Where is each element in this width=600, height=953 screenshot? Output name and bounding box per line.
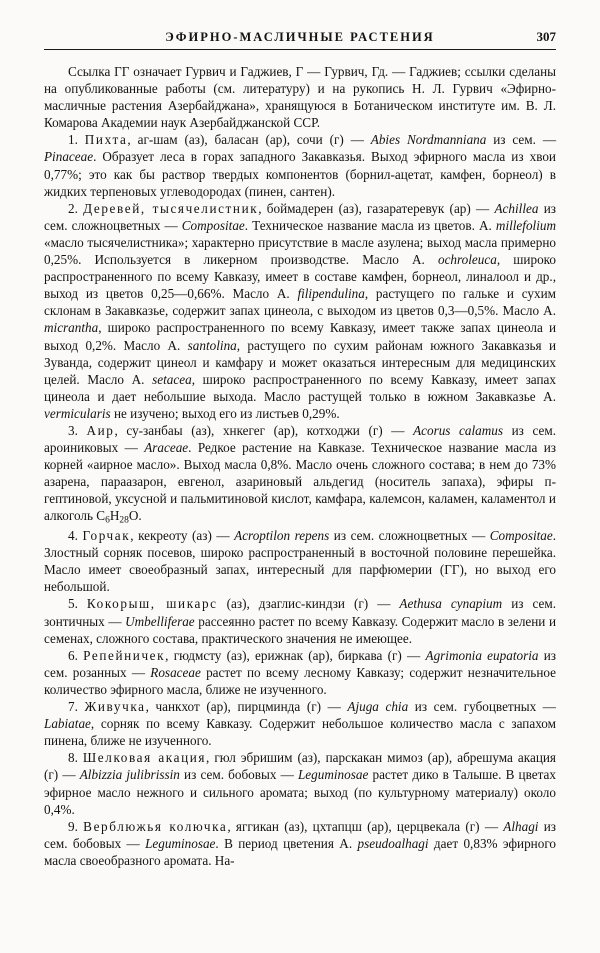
text-run: , сорняк по всему Кавказу. Содержит небольшое количество масла с запахом пинена, ближе не изученного.: [44, 716, 556, 749]
page-number: 307: [536, 29, 556, 44]
text-run: . Техническое название масла из цветов. A.: [244, 217, 496, 233]
text-run: 5.: [68, 596, 87, 612]
latin-name: Alhagi: [503, 818, 539, 834]
entry-name: Деревей, тысячелистник: [83, 200, 259, 216]
text-run: 4.: [68, 528, 83, 544]
latin-name: Aethusa cynapium: [399, 596, 503, 612]
latin-name: Labiatae: [44, 716, 91, 732]
entry-name: Кокорыш, шикарс: [86, 596, 218, 612]
latin-name: santolina: [187, 337, 237, 353]
latin-name: ochroleuca: [437, 252, 497, 268]
text-run: O.: [128, 508, 142, 524]
text-run: из сем. сложноцветных —: [44, 200, 556, 233]
latin-name: Compositae: [489, 528, 553, 544]
text-run: 7.: [68, 699, 85, 715]
text-run: из сем. губоцветных —: [408, 699, 556, 715]
text-run: , растущего по гальке и сухим склонам в Закавказье, содержит запах цинеола, с выходом из цветов 0,3—0,5%. Масло A.: [44, 286, 556, 319]
text-run: 1.: [68, 132, 85, 148]
text-run: не изучено; выход его из листьев 0,29%.: [110, 405, 340, 421]
paragraph: [44, 818, 556, 869]
latin-name: Abies Nordmanniana: [370, 132, 487, 148]
latin-name: Araceae: [144, 440, 189, 456]
paragraph: [44, 131, 556, 199]
text-run: 6.: [68, 647, 84, 663]
formula-subscript: 28: [119, 515, 129, 526]
text-run: , кекреоту (аз) —: [130, 528, 235, 544]
paragraph: [44, 698, 556, 749]
text-run: 3.: [68, 422, 87, 438]
latin-name: Compositae: [181, 217, 245, 233]
header-rule: [44, 49, 556, 50]
latin-name: Leguminosae: [297, 767, 369, 783]
text-run: 8.: [68, 750, 83, 766]
text-run: , гюл эбришим (аз), парскакан мимоз (ар), абрешума акация (г) —: [44, 750, 557, 783]
entry-name: Шелковая акация: [82, 750, 207, 766]
body-text: [44, 63, 556, 869]
latin-name: Rosaceae: [150, 664, 201, 680]
text-run: (аз), дзаглис-киндзи (г) —: [217, 596, 400, 612]
formula-subscript: 6: [105, 515, 110, 526]
paragraph: [44, 63, 556, 131]
text-run: H: [109, 508, 120, 524]
text-run: растет дико в Талыше. В цветах эфирное масло нежного и сильного аромата; выход (по культурному материалу) около 0,4%.: [44, 767, 556, 817]
latin-name: Pinaceae: [44, 149, 94, 165]
text-run: , растущего по сухим районам южного Закавказья и Зуванда, содержит цинеол и камфару и может оказаться интересным для медицинских целей. Масло A.: [44, 337, 557, 387]
text-run: из сем. —: [486, 132, 557, 148]
text-run: из сем. бобовых —: [179, 767, 298, 783]
text-run: , чанкхот (ар), пирцминда (г) —: [145, 699, 348, 715]
text-run: , широко распространенного по всему Кавказу, имеет в составе камфен, борнеол, линалоол и др., выход из цветов 0,25—0,66%. Масло A.: [44, 252, 556, 302]
page-header: [44, 30, 556, 45]
paragraph: [44, 527, 556, 595]
text-run: , су-занбаы (аз), хнкегег (ар), котходжи (г) —: [114, 422, 414, 438]
latin-name: Albizzia julibrissin: [79, 767, 180, 783]
text-run: . Редкое растение на Кавказе. Техническое название масла из корней «аирное масло». Выход масла 0,8%. Масло очень сложного состава; в нем до 73% азарена, параазарон, евгенол, азариновый альдегид (носитель запаха), эфиры п-гептиновой, уксусной и пальмитиновой кислот, камфара, калемсон, каламен, каламентол и алкоголь C: [44, 440, 556, 524]
text-run: , яггикан (аз), цхтапцш (ар), церцвекала (г) —: [227, 818, 504, 834]
entry-name: Верблюжья колючка: [83, 818, 228, 834]
paragraph: [44, 647, 556, 698]
text-run: дает 0,83% эфирного масла своеобразного аромата. На-: [44, 835, 556, 868]
text-run: . В период цветения A.: [215, 835, 358, 851]
entry-name: Пихта: [84, 132, 128, 148]
running-title: ЭФИРНО-МАСЛИЧНЫЕ РАСТЕНИЯ: [165, 30, 435, 44]
entry-name: Репейничек: [83, 647, 166, 663]
paragraph: [44, 200, 556, 422]
text-run: . Злостный сорняк посевов, широко распространенный в восточной половине перешейка. Масло имеет своеобразный запах, интересный для парфюмерии (ГГ), но выход его небольшой.: [44, 528, 557, 595]
latin-name: Agrimonia eupatoria: [425, 647, 539, 663]
entry-name: Аир: [86, 422, 115, 438]
entry-name: Горчак: [82, 528, 131, 544]
latin-name: Acroptilon repens: [234, 528, 330, 544]
text-run: растет по всему лесному Кавказу; содержит незначительное количество эфирного масла, ближе не изученного.: [44, 664, 556, 697]
latin-name: Achillea: [494, 200, 539, 216]
entry-name: Живучка: [84, 699, 146, 715]
latin-name: Acorus calamus: [413, 422, 503, 438]
text-run: из сем. ароиниковых —: [44, 422, 556, 456]
text-run: 9.: [68, 818, 84, 834]
text-run: . Образует леса в горах западного Закавказья. Выход эфирного масла из хвои 0,77%; это как бы раствор твердых компонентов (борнил-ацетат, камфен, борнеол) в жидких терпеновых углеводородах (пинен, сантен).: [44, 149, 556, 199]
text-run: Ссылка ГГ означает Гурвич и Гаджиев, Г — Гурвич, Гд. — Гаджиев; ссылки сделаны на опубликованные работы (см. литературу) и на рукопись Н. Л. Гурвич «Эфирно-масличные растения Азербайджана», хранящуюся в Ботаническом институте им. В. Л. Комарова Академии наук Азербайджанской ССР.: [44, 64, 556, 131]
paragraph: [44, 595, 556, 646]
latin-name: filipendulina: [297, 286, 365, 302]
latin-name: Ajuga chia: [347, 699, 409, 715]
text-run: из сем. сложноцветных —: [329, 528, 490, 544]
latin-name: pseudoalhagi: [357, 835, 429, 851]
latin-name: millefolium: [495, 217, 556, 233]
text-run: 2.: [68, 200, 84, 216]
text-run: из сем. зонтичных —: [44, 596, 556, 629]
text-run: из сем. бобовых —: [44, 818, 556, 851]
text-run: , боймадерен (аз), газаратеревук (ар) —: [258, 200, 495, 216]
paragraph: [44, 422, 556, 527]
text-run: «масло тысячелистника»; характерно присутствие в масле азулена; выход масла примерно 0,25%. Используется в ликерном производстве. Масло A.: [44, 234, 556, 268]
latin-name: Leguminosae: [145, 835, 216, 851]
latin-name: setacea: [152, 371, 192, 387]
paragraph: [44, 749, 556, 817]
text-run: из сем. розанных —: [44, 647, 556, 680]
latin-name: micrantha: [44, 320, 99, 336]
text-run: , широко распространенного по всему Кавказу, имеет также запах цинеола и выход 0,2%. Масло A.: [44, 320, 556, 353]
latin-name: vermicularis: [44, 405, 111, 421]
latin-name: Umbelliferae: [125, 613, 195, 629]
text-run: , широко распространенного по всему Кавказу, имеет запах цинеола и дает небольшие выхода. Масло растущей только в южном Закавказье A.: [44, 371, 556, 404]
text-run: рассеянно растет по всему Кавказу. Содержит масло в зелени и семенах, сложного состава, практического значения не имеющее.: [44, 613, 556, 646]
text-run: , аг-шам (аз), баласан (ар), сочи (г) —: [127, 132, 371, 148]
text-run: , гюдмсту (аз), ерижнак (ар), биркава (г) —: [165, 647, 426, 663]
